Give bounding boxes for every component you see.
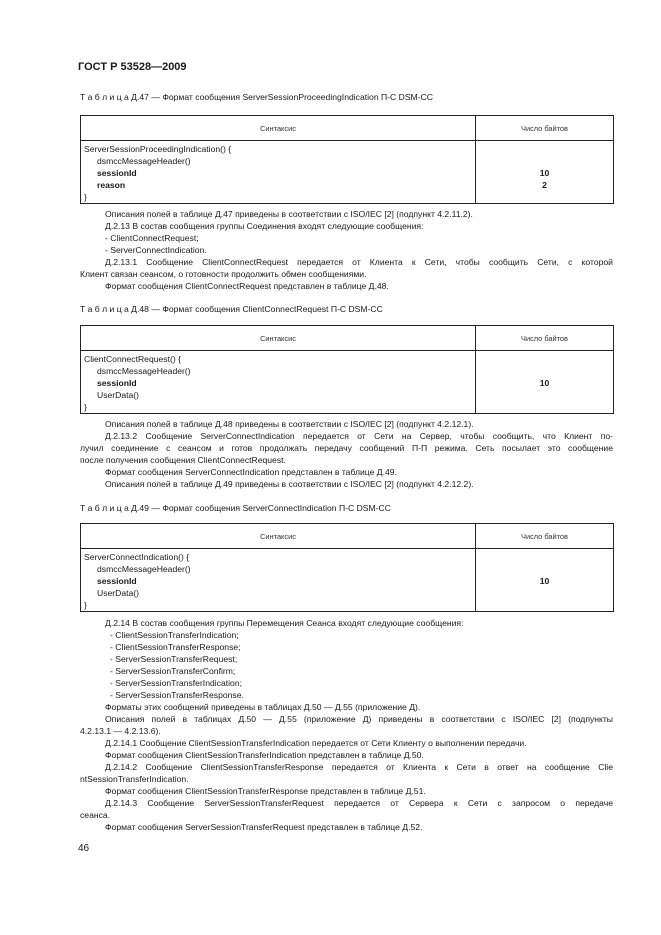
bytes-header: Число байтов [476,326,614,351]
paragraph: сеанса. [80,810,111,820]
page-number: 46 [78,843,90,854]
paragraph: Описания полей в таблицах Д.50 — Д.55 (приложение Д) приведены в соответствии с ISO/IEC [2] (подпункты [105,714,613,724]
byte-count: 10 [539,168,550,178]
syntax-line: ClientConnectRequest() { [84,354,181,364]
syntax-line: ServerSessionProceedingIndication() { [84,144,232,154]
list-item: - ServerConnectIndication. [105,245,207,255]
paragraph: Формат сообщения ClientSessionTransferResponse представлен в таблице Д.51. [105,786,426,796]
paragraph: Описания полей в таблице Д.47 приведены в соответствии с ISO/IEC [2] (подпункт 4.2.11.2). [105,209,473,219]
syntax-line: } [84,192,87,202]
syntax-line: dsmccMessageHeader() [97,366,191,376]
syntax-field: sessionId [97,168,137,178]
syntax-header: Синтаксис [81,116,476,141]
paragraph: Д.2.14.3 Сообщение ServerSessionTransferRequest передается от Сервера к Сети с запросом о передаче [105,798,613,808]
byte-count: 10 [539,378,550,388]
list-item: - ClientConnectRequest; [105,233,199,243]
syntax-field: sessionId [97,576,137,586]
paragraph: Формат сообщения ServerConnectIndication представлен в таблице Д.49. [105,467,397,477]
paragraph: лучил соединение с сеансом и готов продолжать передачу сообщений П-П режима. Сеть посылает это сообщение [80,443,613,453]
paragraph: Формат сообщения ClientConnectRequest представлен в таблице Д.48. [105,281,389,291]
list-item: - ClientSessionTransferIndication; [110,630,239,640]
list-item: - ServerSessionTransferRequest; [110,654,238,664]
byte-count: 10 [539,576,550,586]
syntax-header: Синтаксис [81,326,476,351]
byte-count: 2 [542,180,547,190]
syntax-field: sessionId [97,378,137,388]
paragraph: Д.2.13.2 Сообщение ServerConnectIndication передается от Сети на Сервер, чтобы сообщить, что Клиент по- [105,431,613,441]
paragraph: Д.2.13 В состав сообщения группы Соединения входят следующие сообщения: [105,221,424,231]
bytes-header: Число байтов [476,116,614,141]
table-d49 [80,523,614,612]
table-d47 [80,115,614,204]
paragraph: 4.2.13.1 — 4.2.13.6). [80,726,161,736]
list-item: - ServerSessionTransferIndication; [110,678,242,688]
list-item: - ServerSessionTransferResponse. [110,690,244,700]
paragraph: ntSessionTransferIndication. [80,774,189,784]
table-d48 [80,325,614,414]
syntax-line: UserData() [97,588,140,598]
paragraph: Формат сообщения ServerSessionTransferRequest представлен в таблице Д.52. [105,822,423,832]
syntax-field: reason [97,180,126,190]
syntax-line: } [84,402,87,412]
table-d49-caption: Т а б л и ц а Д.49 — Формат сообщения ServerConnectIndication П-С DSM-CC [80,503,391,513]
paragraph: Д.2.14.2 Сообщение ClientSessionTransferResponse передается от Клиента к Сети в ответ на сообщение Clie [105,762,613,772]
bytes-header: Число байтов [476,524,614,549]
table-d47-caption: Т а б л и ц а Д.47 — Формат сообщения ServerSessionProceedingIndication П-С DSM-CC [80,92,433,102]
paragraph: Клиент связан сеансом, о готовности продолжить обмен сообщениями. [80,269,367,279]
paragraph: Д.2.13.1 Сообщение ClientConnectRequest передается от Клиента к Сети, чтобы сообщить Сети, с которой [105,257,613,267]
syntax-header: Синтаксис [81,524,476,549]
syntax-line: ServerConnectIndication() { [84,552,190,562]
list-item: - ClientSessionTransferResponse; [110,642,241,652]
syntax-line: dsmccMessageHeader() [97,156,191,166]
paragraph: Форматы этих сообщений приведены в таблицах Д.50 — Д.55 (приложение Д). [105,702,421,712]
syntax-line: UserData() [97,390,140,400]
paragraph: Описания полей в таблице Д.49 приведены в соответствии с ISO/IEC [2] (подпункт 4.2.12.2). [105,479,474,489]
paragraph: Д.2.14 В состав сообщения группы Перемещения Сеанса входят следующие сообщения: [105,618,464,628]
document-header: ГОСТ Р 53528—2009 [78,61,187,73]
paragraph: после получения сообщения ClientConnectRequest. [80,455,286,465]
paragraph: Формат сообщения ClientSessionTransferIndication представлен в таблице Д.50. [105,750,424,760]
syntax-line: dsmccMessageHeader() [97,564,191,574]
table-d48-caption: Т а б л и ц а Д.48 — Формат сообщения ClientConnectRequest П-С DSM-CC [80,304,383,314]
paragraph: Д.2.14.1 Сообщение ClientSessionTransferIndication передается от Сети Клиенту о выполнении передачи. [105,738,527,748]
syntax-line: } [84,600,87,610]
paragraph: Описания полей в таблице Д.48 приведены в соответствии с ISO/IEC [2] (подпункт 4.2.12.1). [105,419,474,429]
list-item: - ServerSessionTransferConfirm; [110,666,236,676]
